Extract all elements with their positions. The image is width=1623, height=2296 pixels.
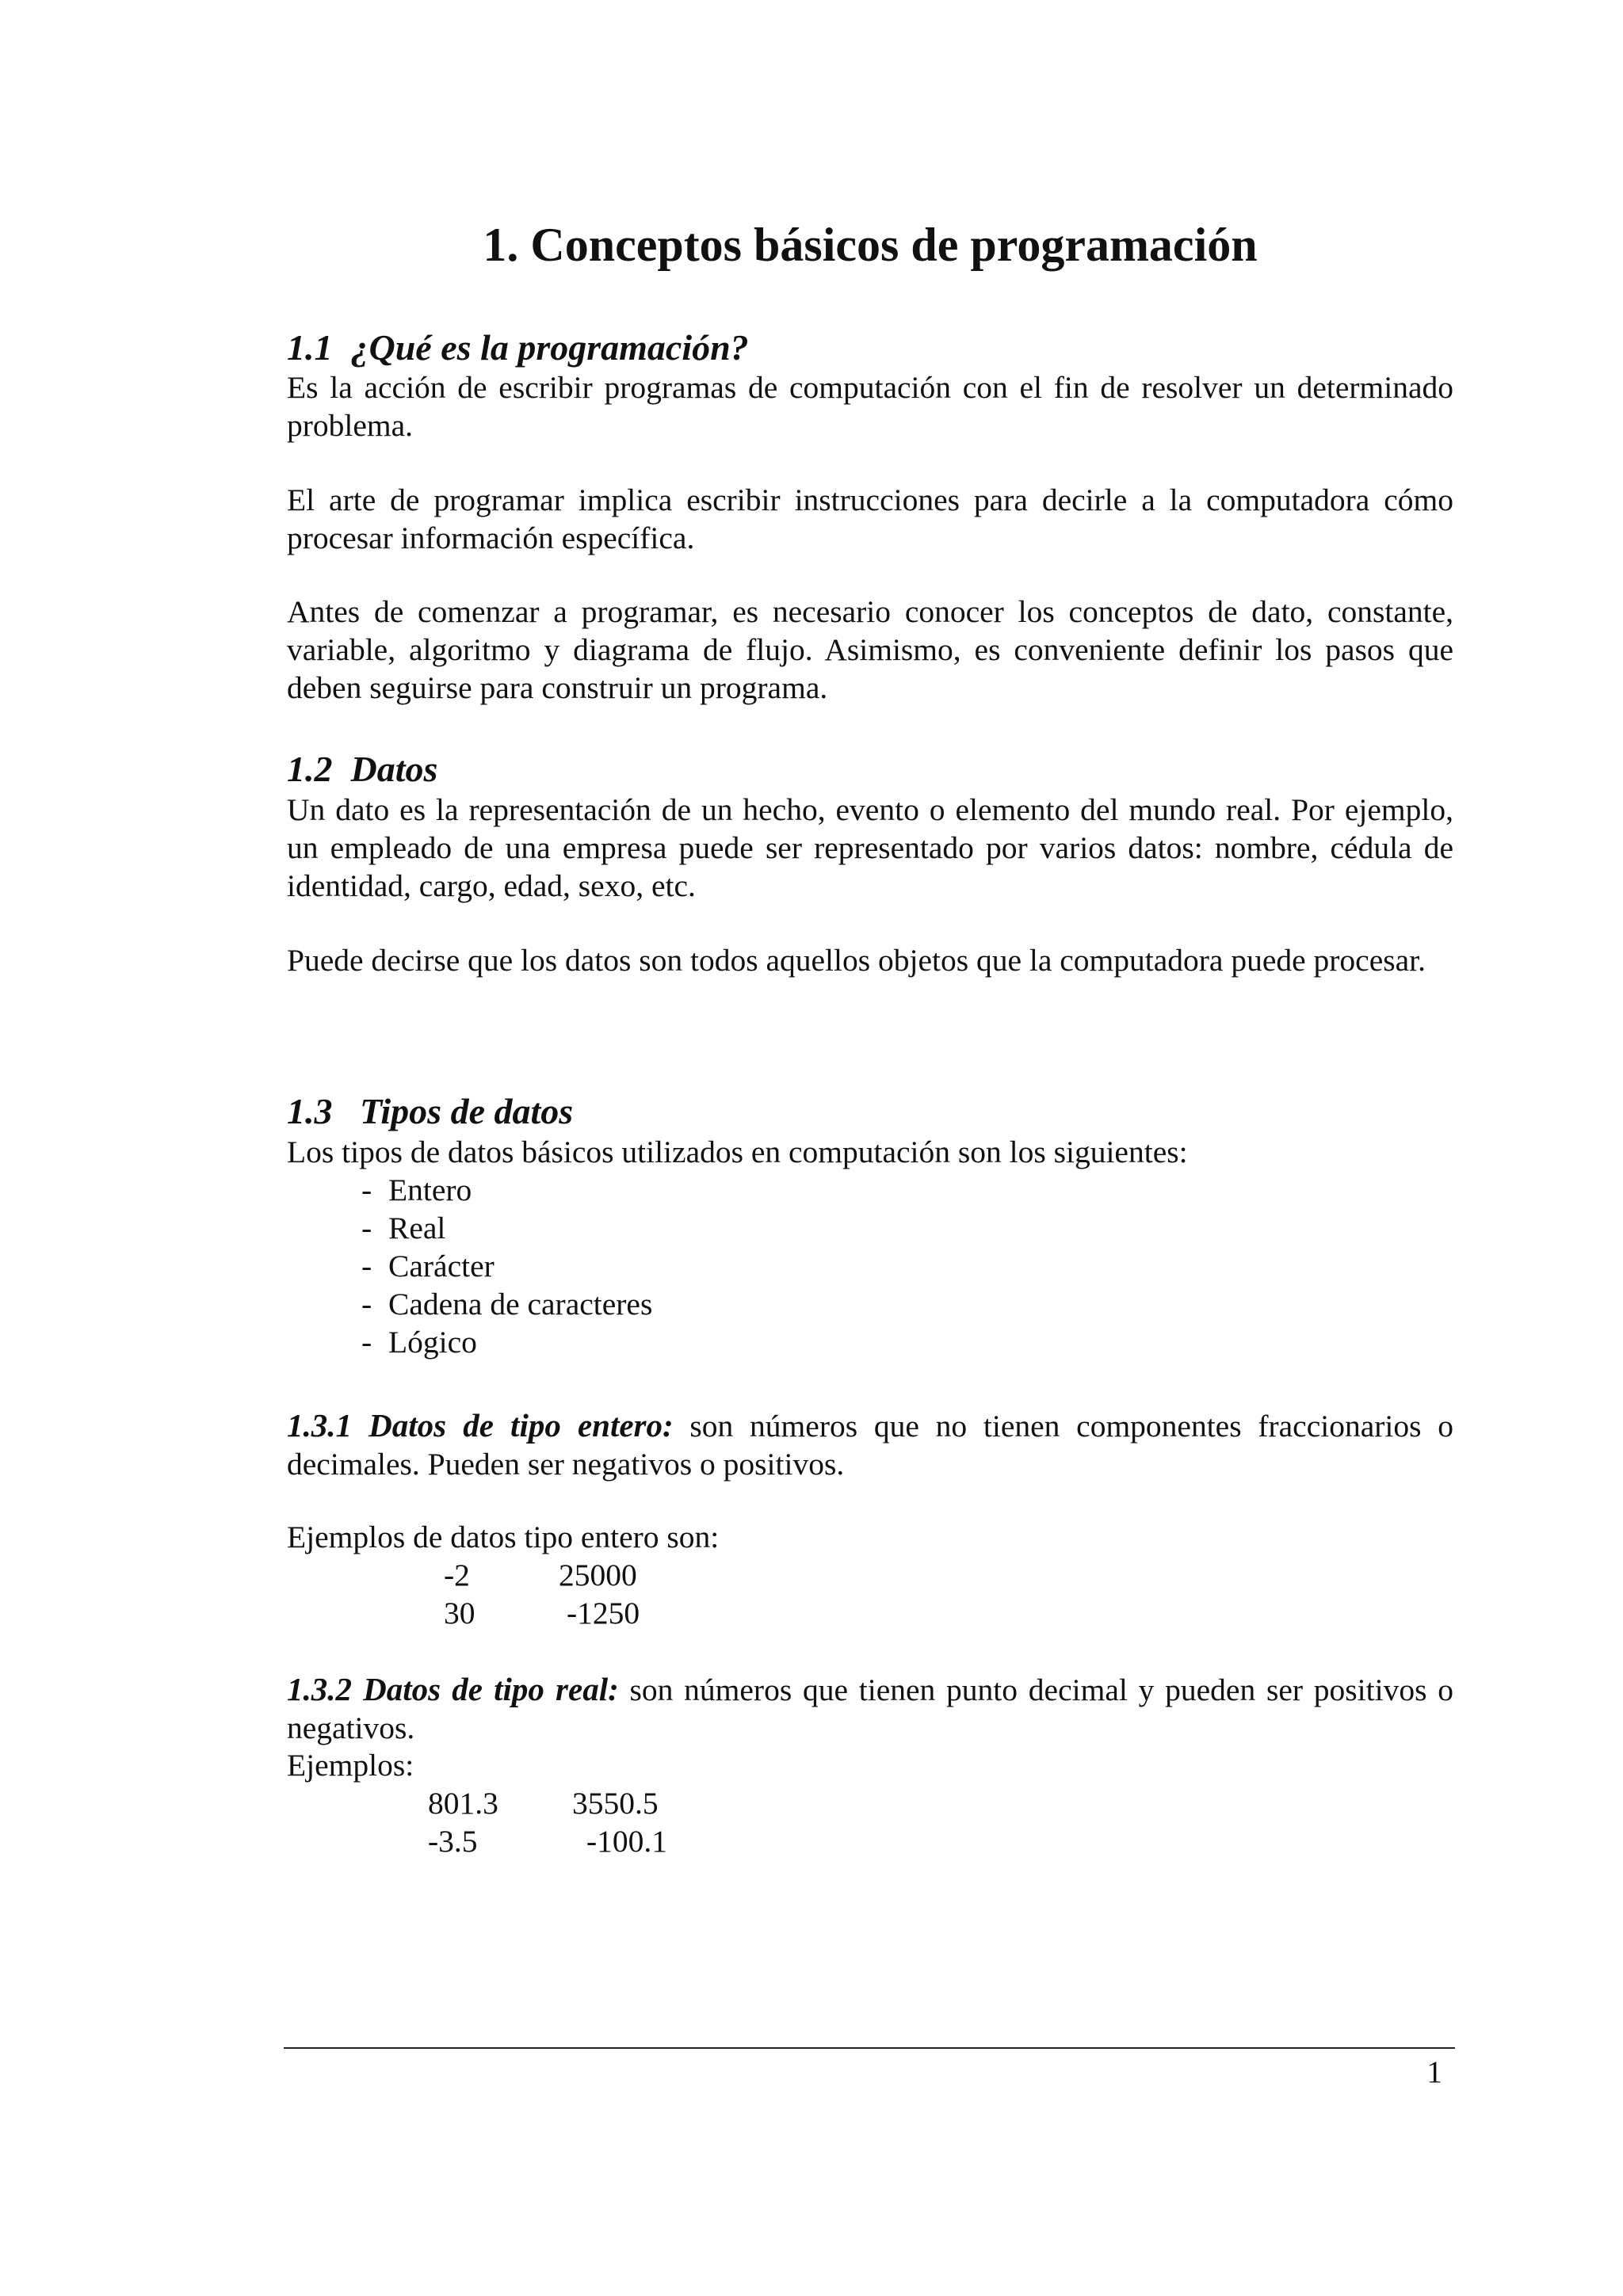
page-number: 1 [1426,2054,1442,2089]
integer-examples-intro: Ejemplos de datos tipo entero son: [287,1520,720,1554]
page-title: 1. Conceptos básicos de programación [483,219,1258,271]
example-value: -2 [444,1558,470,1592]
example-value: 25000 [559,1558,637,1592]
example-value: -100.1 [586,1824,668,1859]
section-1-1-paragraph-3: Antes de comenzar a programar, es necesario conocer los conceptos de dato, constante, variable, algoritmo y diagrama de flujo. Asimismo, es conveniente definir los pasos que deben seguirse para construir un programa. [287,594,1453,705]
example-value: -1250 [567,1596,640,1630]
list-item: - Real [361,1211,446,1245]
section-1-2-paragraph-1: Un dato es la representación de un hecho, evento o elemento del mundo real. Por ejemplo, un empleado de una empresa puede ser representado por varios datos: nombre, cédula de identidad, cargo, edad, sexo, etc. [287,792,1453,903]
subsection-label-1-3-1: 1.3.1 Datos de tipo entero: [287,1407,674,1444]
list-item: - Lógico [361,1325,477,1360]
section-heading-1-2: 1.2 Datos [287,749,438,789]
real-examples-intro: Ejemplos: [287,1748,414,1783]
section-1-3-2-paragraph: 1.3.2 Datos de tipo real: son números que tienen punto decimal y pueden ser positivos o negativos. [287,1671,1453,1745]
example-value: 3550.5 [572,1786,659,1821]
section-heading-1-3: 1.3 Tipos de datos [287,1091,574,1131]
section-1-3-1-paragraph: 1.3.1 Datos de tipo entero: son números que no tienen componentes fraccionarios o decimales. Pueden ser negativos o positivos. [287,1407,1453,1482]
subsection-label-1-3-2: 1.3.2 Datos de tipo real: [287,1671,619,1707]
footer-divider [284,2047,1455,2049]
list-item: - Entero [361,1173,472,1207]
list-item: - Cadena de caracteres [361,1287,653,1322]
section-1-1-paragraph-1: Es la acción de escribir programas de computación con el fin de resolver un determinado problema. [287,370,1453,443]
list-item: - Carácter [361,1249,495,1283]
section-1-1-paragraph-2: El arte de programar implica escribir instrucciones para decirle a la computadora cómo procesar información específica. [287,482,1453,555]
section-1-3-intro: Los tipos de datos básicos utilizados en computación son los siguientes: [287,1135,1188,1169]
section-heading-1-1: 1.1 ¿Qué es la programación? [287,327,749,368]
example-value: 30 [444,1596,475,1630]
example-value: 801.3 [428,1786,498,1821]
data-types-list [287,1171,1453,1361]
example-value: -3.5 [428,1824,478,1859]
section-1-2-paragraph-2: Puede decirse que los datos son todos aquellos objetos que la computadora puede procesar. [287,943,1426,978]
